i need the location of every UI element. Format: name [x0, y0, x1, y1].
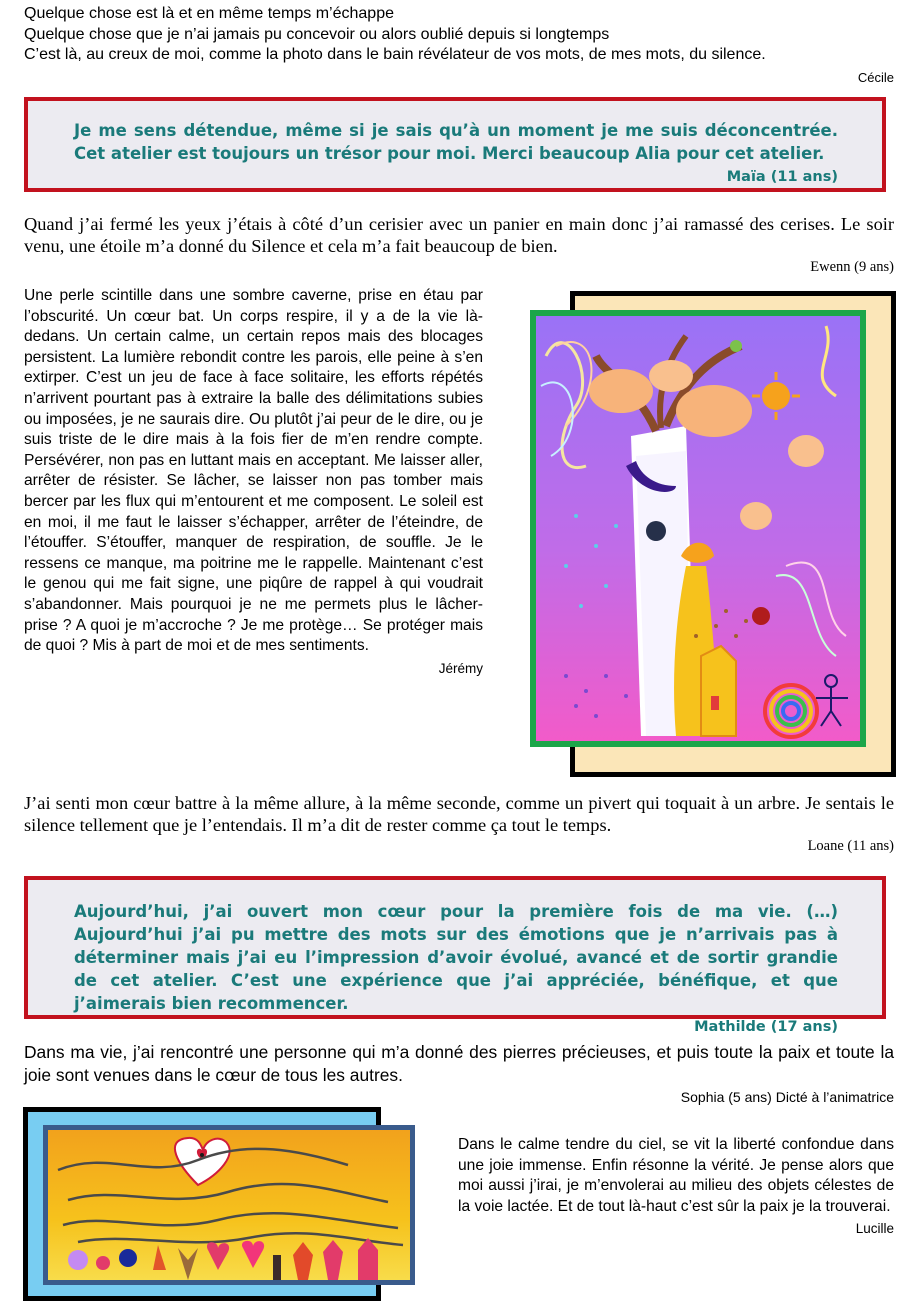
child-drawing-heart-sky-icon — [48, 1130, 410, 1280]
author-maia: Maïa (11 ans) — [726, 169, 838, 185]
quote-text-mathilde: Aujourd’hui, j’ai ouvert mon cœur pour la première fois de ma vie. (…) Aujourd’hui j’ai pu mettre des mots sur des émotions que je n’arrivais pas à déterminer mais j’ai eu l’impression d’avoir évolué, avancé et de sortir grandie de cet atelier. C’est une expérience que j’ai appréciée, bénéfique, et que j’aimerais bien recommencer. — [74, 902, 838, 1013]
author-jeremy: Jérémy — [438, 660, 483, 676]
text-lucille — [458, 1135, 894, 1236]
text-jeremy-body: Une perle scintille dans une sombre caverne, prise en étau par l’obscurité. Un cœur bat. Un corps respire, il y a de la vie là-dedans. Un certain calme, un certain repos mais des blocages persistent. La lumière rebondit contre les parois, elle peine à s’en extirper. C’est un jeu de face à face solitaire, les efforts répétés n’arrivent pourtant pas à extraire la balle des délimitations subies ou imposées, je ne saurais dire. Ou plutôt j’ai peur de le dire, ou je suis triste de le dire mais à la fois fier de m’en rendre compte. Persévérer, non pas en luttant mais en acceptant. Me laisser aller, arrêter de résister. Se lâcher, se laisser non pas tomber mais bercer par les flux qui m’entourent et me composent. Le soleil est en moi, il me faut le laisser s’échapper, arrêter de l’éteindre, de l’étouffer. S’étouffer, manquer de respiration, de souffle. Je le ressens ce manque, ma poitrine me le rappelle. Maintenant c’est le genou qui me fait signe, une piqûre de rappel à qui voudrait s’abandonner. Mais pourquoi je ne me permets plus le lâcher-prise ? A quoi je m’accroche ? Je me protège… Se protéger mais de quoi ? Mis à part de moi et de mes sentiments. — [24, 287, 483, 655]
quote-box-mathilde — [24, 876, 886, 1035]
text-loane — [24, 792, 894, 855]
author-cecile: Cécile — [857, 69, 894, 85]
frame-inner — [530, 310, 866, 747]
text-ewenn-body: Quand j’ai fermé les yeux j’étais à côté d’un cerisier avec un panier en main donc j’ai ramassé des cerises. Le soir venu, une étoile m’a donné du Silence et cela m’a fait beaucoup de bien. — [24, 214, 894, 256]
text-loane-body: J’ai senti mon cœur battre à la même allure, à la même seconde, comme un pivert qui toquait à un arbre. Je sentais le silence tellement que je l’entendais. Il m’a dit de rester comme ça tout le temps. — [24, 793, 894, 835]
text-lucille-body: Dans le calme tendre du ciel, se vit la liberté confondue dans une joie immense. Enfin résonne la vérité. Je pense alors que moi aussi j’irai, je m’envolerai au milieu des objets célestes de la voie lactée. Et de tout là-haut c’est sûr la paix je la trouverai. — [458, 1136, 894, 1215]
text-sophia-body: Dans ma vie, j’ai rencontré une personne qui m’a donné des pierres précieuses, et puis toute la paix et toute la joie sont venues dans le cœur de tous les autres. — [24, 1042, 894, 1085]
text-ewenn — [24, 213, 894, 276]
poem-line: C’est là, au creux de moi, comme la photo dans le bain révélateur de vos mots, de mes mots, du silence. — [24, 46, 766, 63]
author-sophia: Sophia (5 ans) Dicté à l’animatrice — [680, 1089, 894, 1105]
drawing-tree — [528, 289, 892, 775]
poem-line: Quelque chose que je n’ai jamais pu concevoir ou alors oublié depuis si longtemps — [24, 25, 610, 43]
quote-box-maia — [24, 97, 886, 192]
author-lucille: Lucille — [855, 1221, 894, 1237]
child-drawing-tree-icon — [536, 316, 860, 741]
drawing-heart-sky — [23, 1107, 415, 1302]
author-mathilde: Mathilde (17 ans) — [694, 1019, 838, 1035]
quote-text-maia: Je me sens détendue, même si je sais qu’à un moment je me suis déconcentrée. Cet atelier est toujours un trésor pour moi. Merci beaucoup Alia pour cet atelier. — [74, 121, 838, 163]
poem-cecile — [24, 4, 894, 88]
frame-inner-2 — [43, 1125, 415, 1285]
poem-line: Quelque chose est là et en même temps m’échappe — [24, 5, 394, 22]
text-jeremy — [24, 286, 483, 676]
text-sophia — [24, 1041, 894, 1105]
author-ewenn: Ewenn (9 ans) — [810, 259, 894, 275]
author-loane: Loane (11 ans) — [807, 838, 894, 854]
